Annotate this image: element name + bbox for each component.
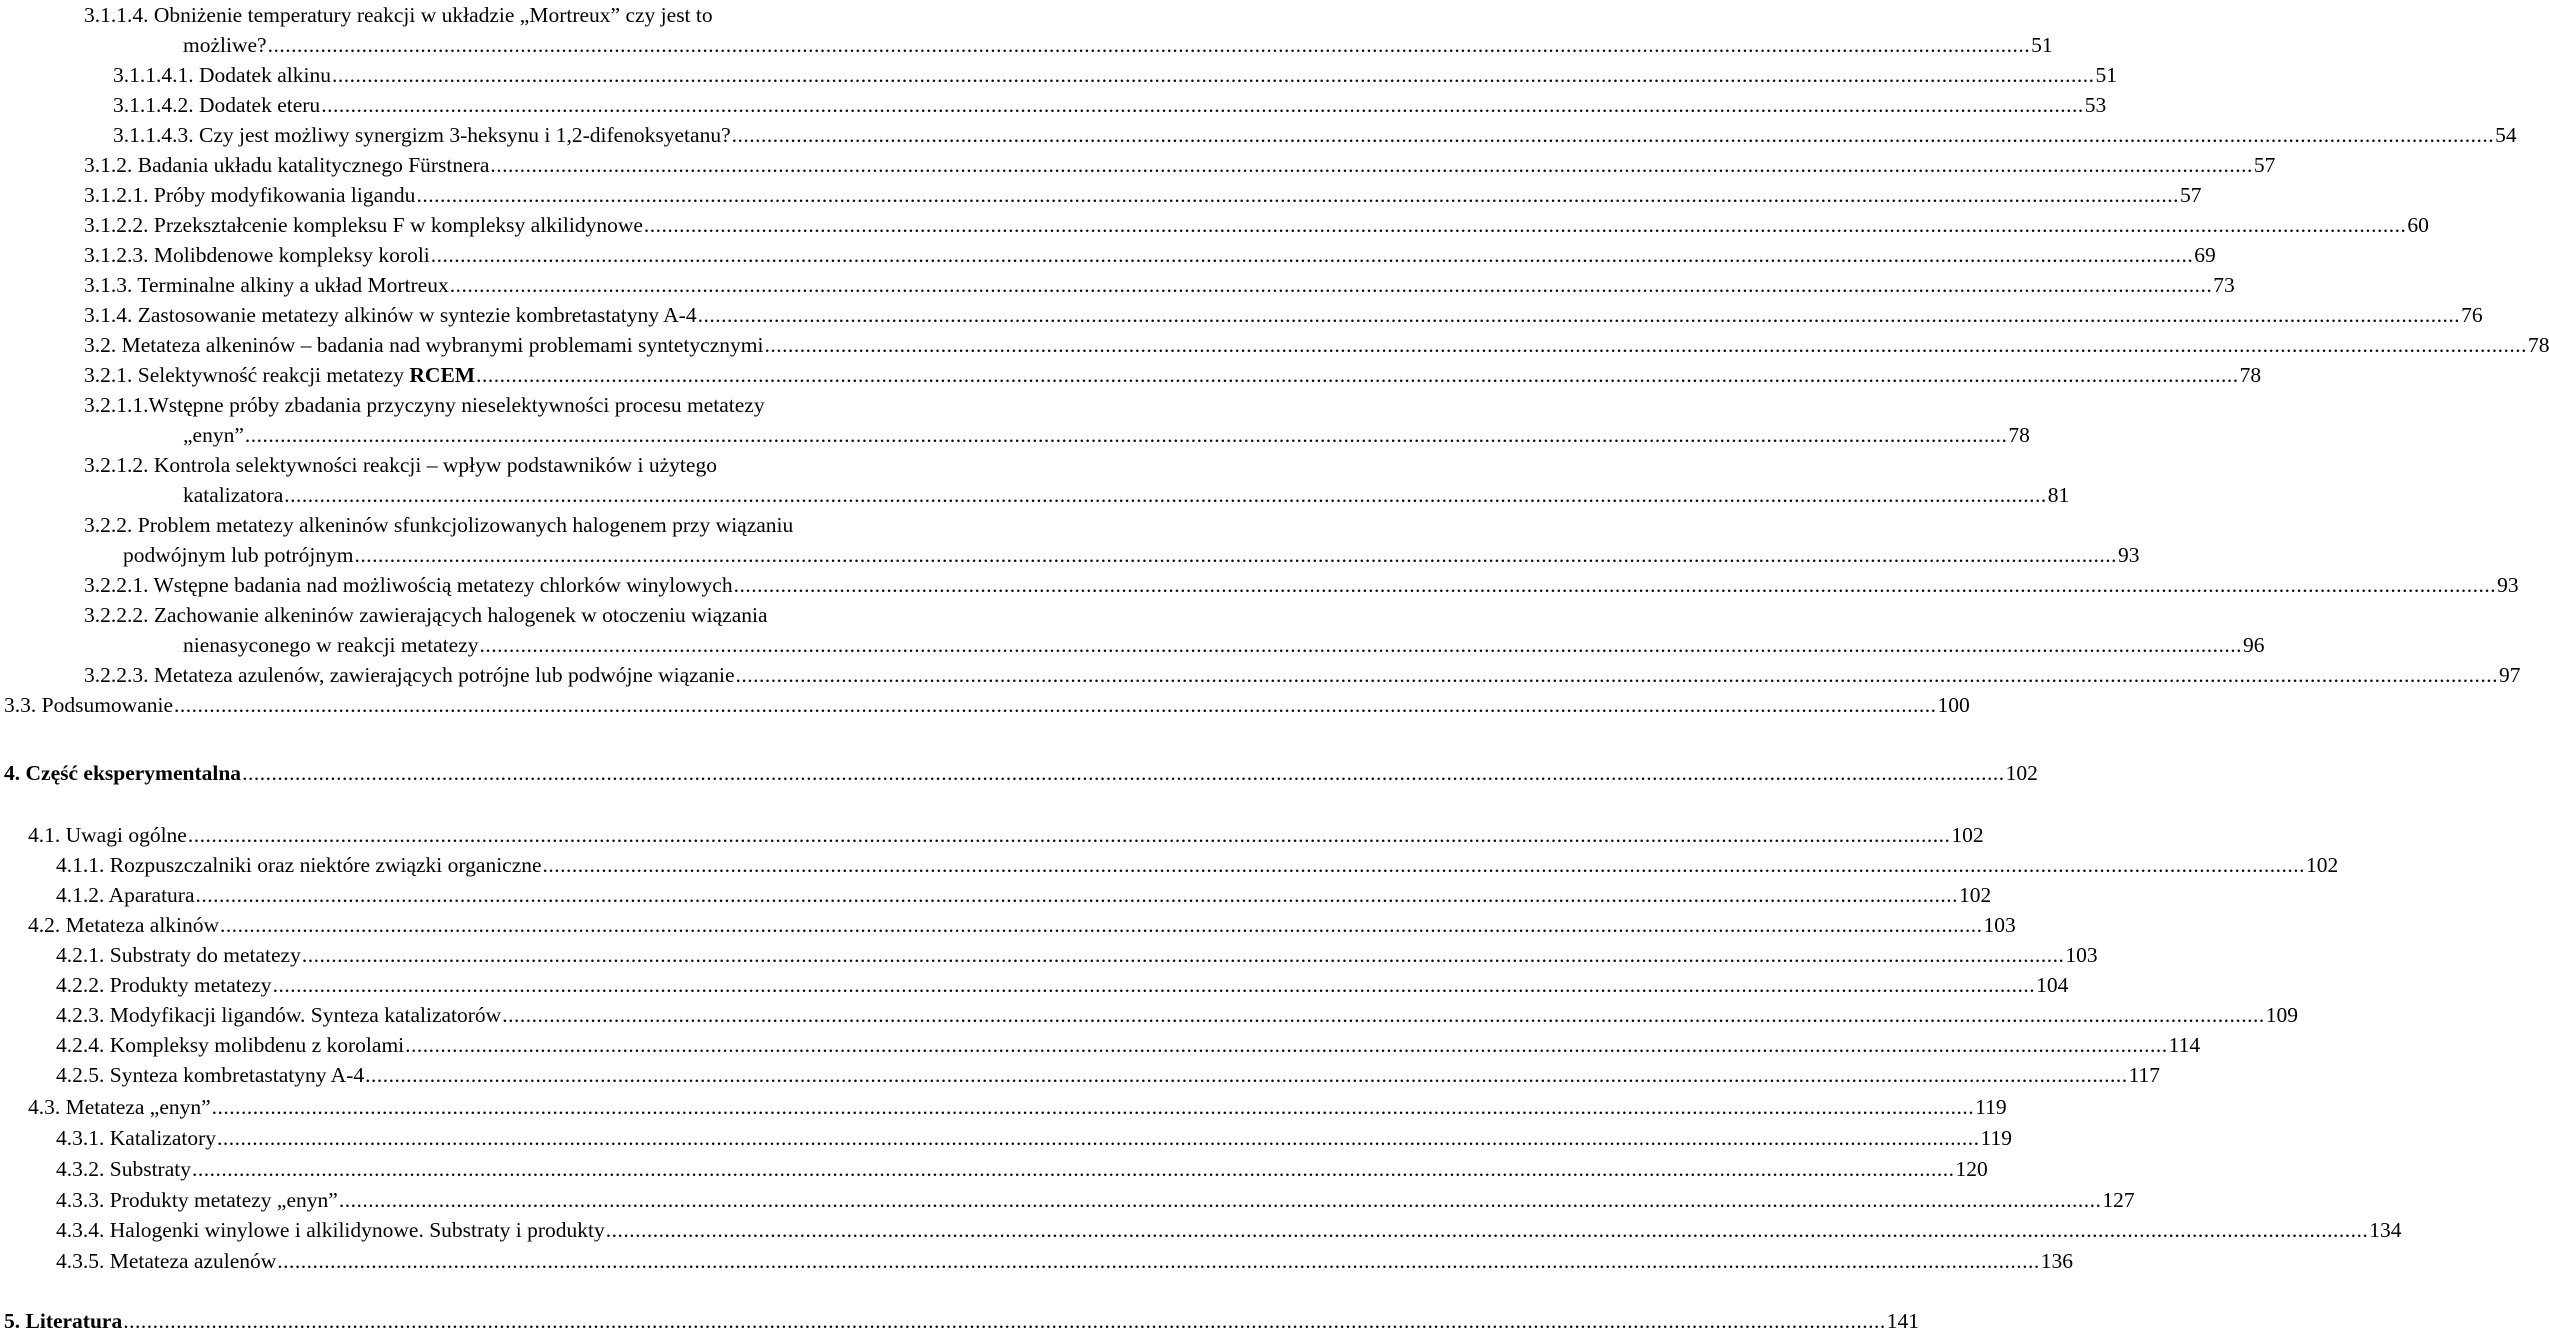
dot-leader: ............................................................................................................................................................................................................................................................................................................ bbox=[321, 93, 2084, 117]
toc-line bbox=[0, 910, 2016, 940]
toc-line bbox=[0, 820, 1984, 850]
dot-leader: ............................................................................................................................................................................................................................................................................................................ bbox=[211, 1095, 1975, 1119]
toc-entry-title: 3.2. Metateza alkeninów – badania nad wybranymi problemami syntetycznymi bbox=[84, 333, 764, 357]
toc-page-number: 119 bbox=[1975, 1095, 2007, 1119]
dot-leader: ............................................................................................................................................................................................................................................................................................................ bbox=[195, 883, 1959, 907]
toc-entry[interactable] bbox=[56, 1154, 1988, 1184]
toc-line bbox=[0, 1092, 2007, 1122]
dot-leader: ............................................................................................................................................................................................................................................................................................................ bbox=[764, 333, 2527, 357]
toc-entry[interactable] bbox=[84, 240, 2216, 270]
toc-entry-title: 3.2.2.1. Wstępne badania nad możliwością metatezy chlorków winylowych bbox=[84, 573, 733, 597]
dot-leader: ............................................................................................................................................................................................................................................................................................................ bbox=[242, 761, 2005, 785]
dot-leader: ............................................................................................................................................................................................................................................................................................................ bbox=[542, 853, 2306, 877]
toc-page-number: 141 bbox=[1886, 1309, 1919, 1333]
dot-leader: ............................................................................................................................................................................................................................................................................................................ bbox=[405, 1033, 2168, 1057]
toc-line bbox=[0, 210, 2429, 240]
toc-entry-title: 4.3.5. Metateza azulenów bbox=[56, 1249, 277, 1273]
toc-line bbox=[0, 758, 2038, 788]
toc-line bbox=[0, 880, 1992, 910]
toc-entry-title: nienasyconego w reakcji metatezy bbox=[183, 633, 479, 657]
dot-leader: ............................................................................................................................................................................................................................................................................................................ bbox=[430, 243, 2194, 267]
toc-entry-title: 3.1.3. Terminalne alkiny a układ Mortreux bbox=[84, 273, 449, 297]
toc-page-number: 104 bbox=[2036, 973, 2069, 997]
toc-entry[interactable] bbox=[84, 660, 2521, 690]
toc-entry-title: 3.2.1.2. Kontrola selektywności reakcji – wpływ podstawników i użytego bbox=[84, 453, 717, 477]
toc-page-number: 57 bbox=[2253, 153, 2276, 177]
toc-line bbox=[0, 570, 2519, 600]
toc-page-number: 114 bbox=[2168, 1033, 2201, 1057]
toc-page-number: 57 bbox=[2179, 183, 2202, 207]
toc-line bbox=[0, 630, 2265, 660]
toc-entry[interactable] bbox=[84, 330, 2549, 360]
toc-entry-title: możliwe? bbox=[183, 33, 267, 57]
toc-entry[interactable] bbox=[56, 1030, 2201, 1060]
toc-page-number: 76 bbox=[2461, 303, 2483, 327]
toc-entry-title: 4.1.1. Rozpuszczalniki oraz niektóre związki organiczne bbox=[56, 853, 542, 877]
toc-entry[interactable] bbox=[56, 1185, 2135, 1215]
toc-line bbox=[0, 1154, 1988, 1184]
toc-page-number: 60 bbox=[2407, 213, 2429, 237]
dot-leader: ............................................................................................................................................................................................................................................................................................................ bbox=[187, 823, 1951, 847]
toc-line bbox=[0, 450, 960, 480]
toc-entry[interactable] bbox=[56, 1060, 2161, 1090]
toc-line bbox=[0, 540, 2140, 570]
dot-leader: ............................................................................................................................................................................................................................................................................................................ bbox=[354, 543, 2118, 567]
toc-page-number: 78 bbox=[2527, 333, 2549, 357]
toc-page-number: 103 bbox=[1983, 913, 2016, 937]
toc-line bbox=[0, 90, 2107, 120]
toc-line bbox=[0, 1030, 2201, 1060]
dot-leader: ............................................................................................................................................................................................................................................................................................................ bbox=[191, 1157, 1955, 1181]
dot-leader: ............................................................................................................................................................................................................................................................................................................ bbox=[449, 273, 2213, 297]
toc-line bbox=[0, 1000, 2298, 1030]
dot-leader: ............................................................................................................................................................................................................................................................................................................ bbox=[490, 153, 2253, 177]
toc-entry-title: 3.1.1.4.3. Czy jest możliwy synergizm 3-heksynu i 1,2-difenoksyetanu? bbox=[113, 123, 731, 147]
toc-entry-title: 3.1.2. Badania układu katalitycznego Fürstnera bbox=[84, 153, 490, 177]
toc-entry[interactable] bbox=[56, 850, 2339, 880]
toc-line bbox=[0, 970, 2069, 1000]
toc-page-number: 109 bbox=[2265, 1003, 2298, 1027]
toc-line bbox=[0, 270, 2235, 300]
toc-page-number: 78 bbox=[2008, 423, 2030, 447]
toc-entry[interactable] bbox=[4, 690, 1970, 720]
toc-entry[interactable] bbox=[28, 1092, 2007, 1122]
toc-page-number: 97 bbox=[2499, 663, 2521, 687]
dot-leader: ............................................................................................................................................................................................................................................................................................................ bbox=[244, 423, 2008, 447]
toc-entry[interactable] bbox=[84, 570, 2519, 600]
toc-page-number: 93 bbox=[2497, 573, 2519, 597]
toc-entry[interactable] bbox=[84, 180, 2202, 210]
toc-entry[interactable] bbox=[28, 910, 2016, 940]
toc-entry-title: 4.2.3. Modyfikacji ligandów. Synteza katalizatorów bbox=[56, 1003, 502, 1027]
toc-entry-title: katalizatora bbox=[183, 483, 284, 507]
toc-line bbox=[0, 330, 2549, 360]
toc-entry[interactable] bbox=[4, 1306, 1919, 1336]
toc-entry-title: 4.1.2. Aparatura bbox=[56, 883, 195, 907]
toc-entry-title: 4.2.1. Substraty do metatezy bbox=[56, 943, 301, 967]
toc-page-number: 53 bbox=[2084, 93, 2107, 117]
toc-line bbox=[0, 1246, 2074, 1276]
toc-chapter-title: 5. Literatura bbox=[4, 1309, 123, 1333]
toc-entry[interactable] bbox=[84, 300, 2483, 330]
toc-entry[interactable] bbox=[113, 90, 2107, 120]
toc-page-number: 81 bbox=[2047, 483, 2070, 507]
toc-line bbox=[0, 420, 2030, 450]
toc-entry[interactable] bbox=[28, 820, 1984, 850]
toc-entry-title: 3.1.1.4.1. Dodatek alkinu bbox=[113, 63, 331, 87]
toc-line bbox=[0, 360, 2262, 390]
toc-line bbox=[0, 1185, 2135, 1215]
dot-leader: ............................................................................................................................................................................................................................................................................................................ bbox=[217, 1126, 1980, 1150]
toc-line bbox=[0, 60, 2117, 90]
toc-page-number: 103 bbox=[2065, 943, 2098, 967]
toc-entry-title: 3.1.1.4. Obniżenie temperatury reakcji w układzie „Mortreux” czy jest to bbox=[84, 3, 713, 27]
toc-page-number: 102 bbox=[2306, 853, 2339, 877]
toc-page-number: 117 bbox=[2128, 1063, 2161, 1087]
toc-entry-title: 3.2.1.1.Wstępne próby zbadania przyczyny nieselektywności procesu metatezy bbox=[84, 393, 765, 417]
dot-leader: ............................................................................................................................................................................................................................................................................................................ bbox=[697, 303, 2461, 327]
toc-entry[interactable] bbox=[183, 630, 2265, 660]
dot-leader: ............................................................................................................................................................................................................................................................................................................ bbox=[284, 483, 2047, 507]
toc-page-number: 102 bbox=[2005, 761, 2038, 785]
dot-leader: ............................................................................................................................................................................................................................................................................................................ bbox=[272, 973, 2036, 997]
dot-leader: ............................................................................................................................................................................................................................................................................................................ bbox=[277, 1249, 2040, 1273]
toc-entry-title: 4.2.5. Synteza kombretastatyny A-4 bbox=[56, 1063, 365, 1087]
dot-leader: ............................................................................................................................................................................................................................................................................................................ bbox=[731, 123, 2495, 147]
toc-line bbox=[0, 1060, 2161, 1090]
toc-entry-title: 3.1.2.3. Molibdenowe kompleksy koroli bbox=[84, 243, 430, 267]
toc-entry-title: 4.3. Metateza „enyn” bbox=[28, 1095, 211, 1119]
toc-entry[interactable] bbox=[56, 1246, 2074, 1276]
toc-entry-title: 3.1.4. Zastosowanie metatezy alkinów w syntezie kombretastatyny A-4 bbox=[84, 303, 697, 327]
toc-page-number: 134 bbox=[2369, 1218, 2402, 1242]
toc-line bbox=[0, 390, 960, 420]
toc-page-number: 136 bbox=[2040, 1249, 2074, 1273]
toc-page-number: 93 bbox=[2118, 543, 2140, 567]
toc-entry[interactable] bbox=[56, 1215, 2402, 1245]
dot-leader: ............................................................................................................................................................................................................................................................................................................ bbox=[733, 573, 2497, 597]
toc-page-number: 54 bbox=[2495, 123, 2517, 147]
dot-leader: ............................................................................................................................................................................................................................................................................................................ bbox=[416, 183, 2179, 207]
toc-entry[interactable] bbox=[56, 1123, 2012, 1153]
toc-entry[interactable] bbox=[123, 540, 2140, 570]
toc-line bbox=[0, 510, 960, 540]
toc-entry[interactable] bbox=[113, 60, 2117, 90]
toc-entry-title: 4.2. Metateza alkinów bbox=[28, 913, 220, 937]
dot-leader: ............................................................................................................................................................................................................................................................................................................ bbox=[735, 663, 2499, 687]
toc-page-number: 120 bbox=[1955, 1157, 1988, 1181]
toc-line bbox=[0, 600, 960, 630]
dot-leader: ............................................................................................................................................................................................................................................................................................................ bbox=[174, 693, 1937, 717]
toc-entry-title: 3.2.2.3. Metateza azulenów, zawierających potrójne lub podwójne wiązanie bbox=[84, 663, 735, 687]
dot-leader: ............................................................................................................................................................................................................................................................................................................ bbox=[338, 1188, 2102, 1212]
toc-entry[interactable] bbox=[183, 420, 2030, 450]
toc-entry-title: 4.3.3. Produkty metatezy „enyn” bbox=[56, 1188, 338, 1212]
toc-page-number: 100 bbox=[1937, 693, 1970, 717]
dot-leader: ............................................................................................................................................................................................................................................................................................................ bbox=[605, 1218, 2369, 1242]
dot-leader: ............................................................................................................................................................................................................................................................................................................ bbox=[479, 633, 2242, 657]
toc-page-number: 69 bbox=[2194, 243, 2216, 267]
toc-line bbox=[0, 0, 960, 30]
toc-entry-title: 4.2.2. Produkty metatezy bbox=[56, 973, 272, 997]
toc-page-number: 51 bbox=[2031, 33, 2053, 57]
toc-entry[interactable] bbox=[56, 1000, 2298, 1030]
toc-entry-title: 3.2.2. Problem metatezy alkeninów sfunkcjolizowanych halogenem przy wiązaniu bbox=[84, 513, 794, 537]
toc-entry-title: 4.2.4. Kompleksy molibdenu z korolami bbox=[56, 1033, 405, 1057]
toc-line bbox=[0, 1215, 2402, 1245]
toc-line bbox=[0, 1306, 1919, 1336]
toc-line bbox=[0, 150, 2276, 180]
toc-line bbox=[0, 120, 2517, 150]
dot-leader: ............................................................................................................................................................................................................................................................................................................ bbox=[301, 943, 2065, 967]
dot-leader: ............................................................................................................................................................................................................................................................................................................ bbox=[502, 1003, 2265, 1027]
dot-leader: ............................................................................................................................................................................................................................................................................................................ bbox=[267, 33, 2031, 57]
dot-leader: ............................................................................................................................................................................................................................................................................................................ bbox=[331, 63, 2095, 87]
toc-entry[interactable] bbox=[4, 758, 2038, 788]
toc-page-number: 102 bbox=[1951, 823, 1984, 847]
toc-page-number: 96 bbox=[2243, 633, 2265, 657]
toc-line bbox=[0, 940, 2098, 970]
toc-line bbox=[0, 180, 2202, 210]
toc-entry-title: podwójnym lub potrójnym bbox=[123, 543, 354, 567]
toc-entry[interactable] bbox=[84, 150, 2276, 180]
toc-entry[interactable] bbox=[56, 970, 2069, 1000]
toc-entry[interactable] bbox=[183, 30, 2053, 60]
toc-entry-bold: RCEM bbox=[409, 363, 476, 387]
toc-entry-title: 3.1.2.1. Próby modyfikowania ligandu bbox=[84, 183, 416, 207]
toc-entry-title: 4.3.1. Katalizatory bbox=[56, 1126, 217, 1150]
toc-line bbox=[0, 30, 2053, 60]
toc-entry-title: 3.1.1.4.2. Dodatek eteru bbox=[113, 93, 321, 117]
toc-line bbox=[0, 660, 2521, 690]
dot-leader: ............................................................................................................................................................................................................................................................................................................ bbox=[123, 1309, 1886, 1333]
toc-page-number: 127 bbox=[2102, 1188, 2135, 1212]
toc-line bbox=[0, 1123, 2012, 1153]
toc-entry[interactable] bbox=[84, 210, 2429, 240]
toc-entry-title: 4.3.4. Halogenki winylowe i alkilidynowe. Substraty i produkty bbox=[56, 1218, 605, 1242]
toc-entry[interactable] bbox=[84, 270, 2235, 300]
toc-entry[interactable] bbox=[113, 120, 2517, 150]
dot-leader: ............................................................................................................................................................................................................................................................................................................ bbox=[476, 363, 2239, 387]
dot-leader: ............................................................................................................................................................................................................................................................................................................ bbox=[365, 1063, 2128, 1087]
toc-line bbox=[0, 690, 1970, 720]
toc-line bbox=[0, 240, 2216, 270]
toc-chapter-title: 4. Część eksperymentalna bbox=[4, 761, 242, 785]
toc-entry-title: 4.3.2. Substraty bbox=[56, 1157, 191, 1181]
toc-entry[interactable] bbox=[56, 940, 2098, 970]
toc-line bbox=[0, 480, 2070, 510]
toc-entry-title: 3.3. Podsumowanie bbox=[4, 693, 174, 717]
toc-page-number: 102 bbox=[1959, 883, 1992, 907]
toc-entry[interactable] bbox=[183, 480, 2070, 510]
toc-line bbox=[0, 300, 2483, 330]
toc-entry[interactable] bbox=[84, 360, 2262, 390]
toc-entry-title: 4.1. Uwagi ogólne bbox=[28, 823, 187, 847]
toc-entry-title: „enyn” bbox=[183, 423, 244, 447]
toc-entry-title: 3.2.2.2. Zachowanie alkeninów zawierających halogenek w otoczeniu wiązania bbox=[84, 603, 768, 627]
toc-page-number: 119 bbox=[1980, 1126, 2012, 1150]
toc-entry-title: 3.2.1. Selektywność reakcji metatezy RCEM bbox=[84, 363, 476, 387]
toc-page-number: 51 bbox=[2095, 63, 2117, 87]
dot-leader: ............................................................................................................................................................................................................................................................................................................ bbox=[220, 913, 1983, 937]
toc-entry-title: 3.1.2.2. Przekształcenie kompleksu F w kompleksy alkilidynowe bbox=[84, 213, 643, 237]
toc-page-number: 73 bbox=[2213, 273, 2235, 297]
toc-line bbox=[0, 850, 2339, 880]
toc-entry[interactable] bbox=[56, 880, 1992, 910]
dot-leader: ............................................................................................................................................................................................................................................................................................................ bbox=[643, 213, 2407, 237]
toc-page-number: 78 bbox=[2239, 363, 2262, 387]
